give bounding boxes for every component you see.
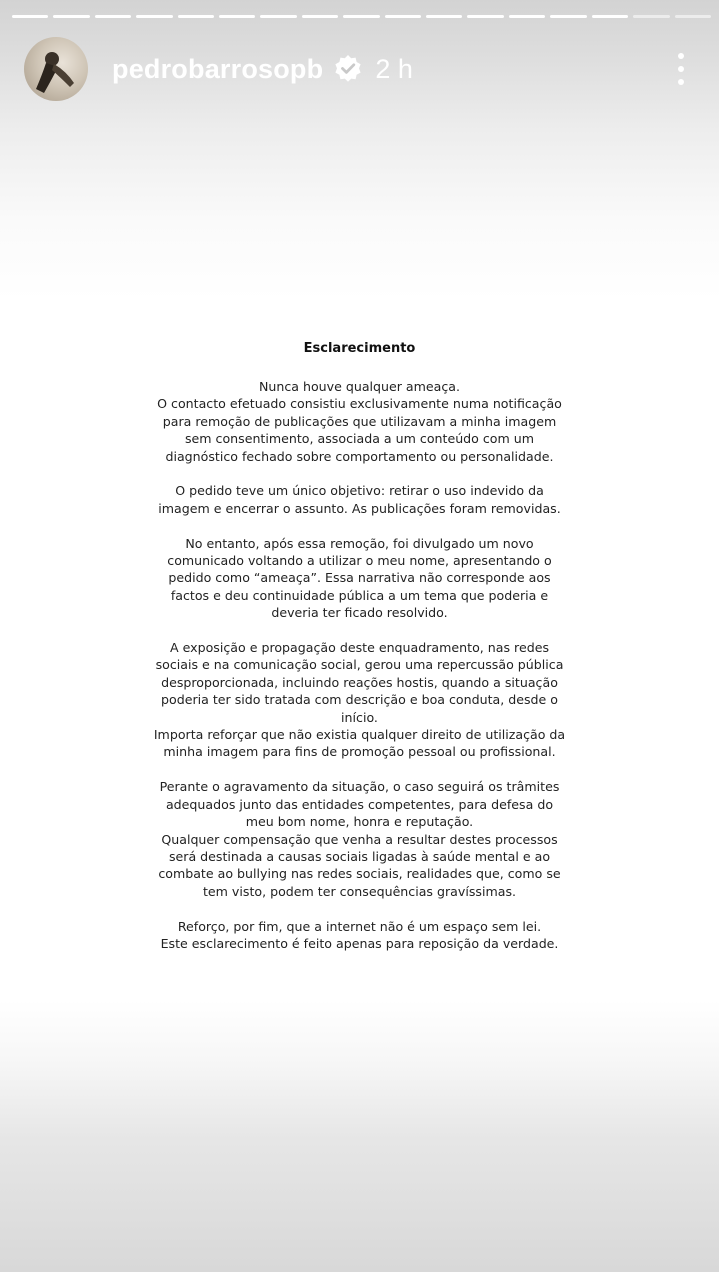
story-progress-segment <box>343 15 379 18</box>
story-progress-segment <box>509 15 545 18</box>
username[interactable]: pedrobarrosopb <box>112 53 324 84</box>
document-paragraph: Nunca houve qualquer ameaça. O contacto efetuado consistiu exclusivamente numa notificação para remoção de publicações que utilizavam a minha imagem sem consentimento, associada a um conteúdo com um diagnóstico fechado sobre comportamento ou personalidade. <box>157 379 562 464</box>
story-progress-segment <box>385 15 421 18</box>
document-paragraph: Reforço, por fim, que a internet não é um espaço sem lei. Este esclarecimento é feito apenas para reposição da verdade. <box>160 918 559 951</box>
story-progress-segment <box>592 15 628 18</box>
story-progress-segment <box>302 15 338 18</box>
story-header <box>24 36 691 102</box>
story-progress-segment <box>675 15 711 18</box>
story-progress-segment <box>550 15 586 18</box>
verified-badge-icon <box>333 54 363 84</box>
more-vertical-icon[interactable] <box>671 49 691 89</box>
more-dot <box>678 66 684 72</box>
document-paragraph: O pedido teve um único objetivo: retirar o uso indevido da imagem e encerrar o assunto. As publicações foram removidas. <box>158 483 561 516</box>
document-paragraph: Perante o agravamento da situação, o caso seguirá os trâmites adequados junto das entidades competentes, para defesa do meu bom nome, honra e reputação. Qualquer compensação que venha a resultar destes processos será destinada a causas sociais ligadas à saúde mental e ao combate ao bullying nas redes sociais, realidades que, como se tem visto, podem ter consequências gravíssimas. <box>158 779 561 899</box>
time-ago: 2 h <box>375 53 413 84</box>
statement-document <box>100 338 619 970</box>
story-progress-segment <box>53 15 89 18</box>
document-paragraph: No entanto, após essa remoção, foi divulgado um novo comunicado voltando a utilizar o meu nome, apresentando o pedido como “ameaça”. Essa narrativa não corresponde aos factos e deu continuidade pública a um tema que poderia e deveria ter ficado resolvido. <box>167 535 552 621</box>
story-progress-segment <box>95 15 131 18</box>
document-paragraph: A exposição e propagação deste enquadramento, nas redes sociais e na comunicação social, gerou uma repercussão pública desproporcionada, incluindo reações hostis, quando a situação poderia ter sido tratada com descrição e boa conduta, desde o início. Importa reforçar que não existia qualquer direito de utilização da minha imagem para fins de promoção pessoal ou profissional. <box>153 640 566 760</box>
more-dot <box>678 53 684 59</box>
story-progress-segment <box>178 15 214 18</box>
more-dot <box>678 79 684 85</box>
story-progress-segment <box>219 15 255 18</box>
story-progress-bar <box>12 15 711 18</box>
story-progress-segment <box>467 15 503 18</box>
story-progress-segment <box>136 15 172 18</box>
story-progress-segment <box>426 15 462 18</box>
story-progress-segment <box>633 15 669 18</box>
story-progress-segment <box>260 15 296 18</box>
document-title: Esclarecimento <box>303 341 416 356</box>
story-progress-segment <box>12 15 48 18</box>
avatar-photo-icon[interactable] <box>24 37 88 101</box>
